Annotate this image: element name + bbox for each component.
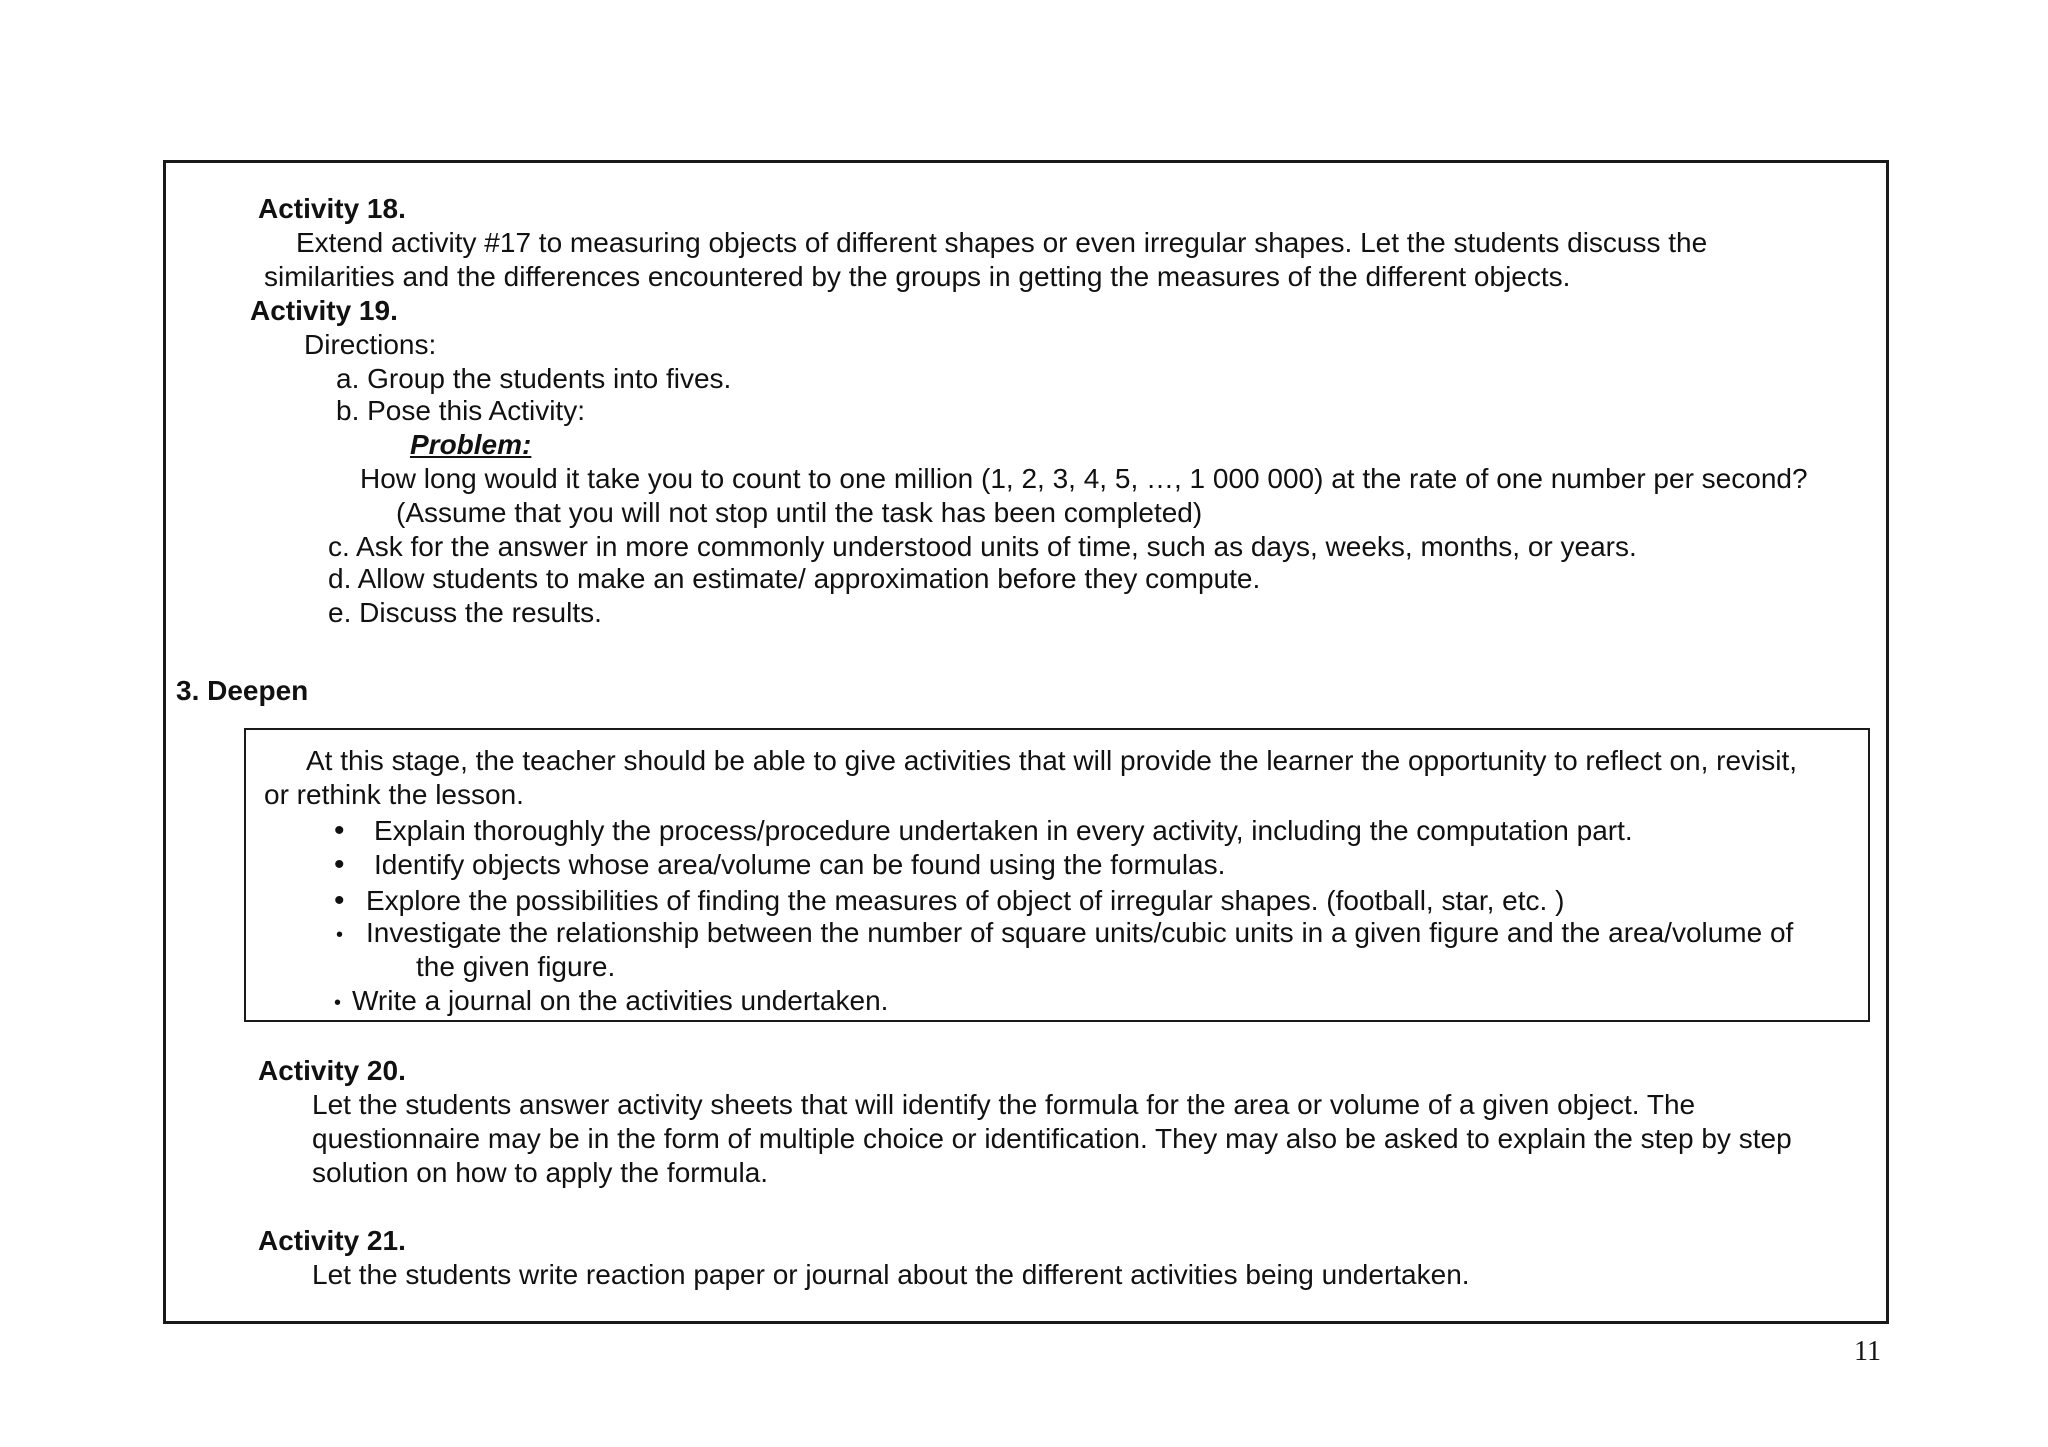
activity-21-title: Activity 21.: [258, 1225, 406, 1256]
activity-19-item-c: c. Ask for the answer in more commonly understood units of time, such as days, weeks, months, or years.: [328, 531, 1637, 562]
deepen-bullet-2: Identify objects whose area/volume can be found using the formulas.: [374, 849, 1226, 880]
activity-19-title: Activity 19.: [250, 295, 398, 326]
problem-text-line2: (Assume that you will not stop until the task has been completed): [396, 497, 1203, 528]
activity-20-title: Activity 20.: [258, 1055, 406, 1086]
deepen-bullet-1: Explain thoroughly the process/procedure undertaken in every activity, including the computation part.: [374, 815, 1633, 846]
bullet-3-icon: •: [334, 884, 345, 917]
deepen-intro-line2: or rethink the lesson.: [264, 779, 524, 810]
deepen-bullet-5: Write a journal on the activities undertaken.: [352, 985, 889, 1016]
deepen-bullet-4-line1: Investigate the relationship between the number of square units/cubic units in a given figure and the area/volume of: [366, 917, 1794, 948]
activity-20-text-line2: questionnaire may be in the form of multiple choice or identification. They may also be asked to explain the step by step: [312, 1123, 1792, 1154]
activity-19-item-a: a. Group the students into fives.: [336, 363, 732, 394]
activity-19-item-d: d. Allow students to make an estimate/ approximation before they compute.: [328, 563, 1261, 594]
activity-20-text-line3: solution on how to apply the formula.: [312, 1157, 769, 1188]
activity-18-text-line1: Extend activity #17 to measuring objects of different shapes or even irregular shapes. Let the students discuss the: [296, 227, 1708, 258]
deepen-bullet-4-line2: the given figure.: [416, 951, 616, 982]
activity-19-item-e: e. Discuss the results.: [328, 597, 602, 628]
deepen-heading: 3. Deepen: [176, 675, 309, 706]
activity-20-text-line1: Let the students answer activity sheets that will identify the formula for the area or volume of a given object. The: [312, 1089, 1696, 1120]
problem-text-line1: How long would it take you to count to one million (1, 2, 3, 4, 5, …, 1 000 000) at the rate of one number per second?: [360, 463, 1808, 494]
activity-19-directions: Directions:: [304, 329, 437, 360]
activity-18-text-line2: similarities and the differences encountered by the groups in getting the measures of the different objects.: [264, 261, 1571, 292]
page-number: 11: [1854, 1336, 1881, 1367]
activity-19-item-b: b. Pose this Activity:: [336, 395, 585, 426]
bullet-1-icon: •: [334, 814, 345, 847]
bullet-4-icon: •: [336, 924, 344, 946]
deepen-bullet-3: Explore the possibilities of finding the measures of object of irregular shapes. (football, star, etc. ): [366, 885, 1565, 916]
activity-18-title: Activity 18.: [258, 193, 406, 224]
activity-21-text-line1: Let the students write reaction paper or journal about the different activities being undertaken.: [312, 1259, 1470, 1290]
problem-label: Problem:: [410, 429, 532, 460]
deepen-intro-line1: At this stage, the teacher should be able to give activities that will provide the learner the opportunity to reflect on, revisit,: [306, 745, 1798, 776]
bullet-5-icon: •: [334, 992, 342, 1014]
bullet-2-icon: •: [334, 848, 345, 881]
